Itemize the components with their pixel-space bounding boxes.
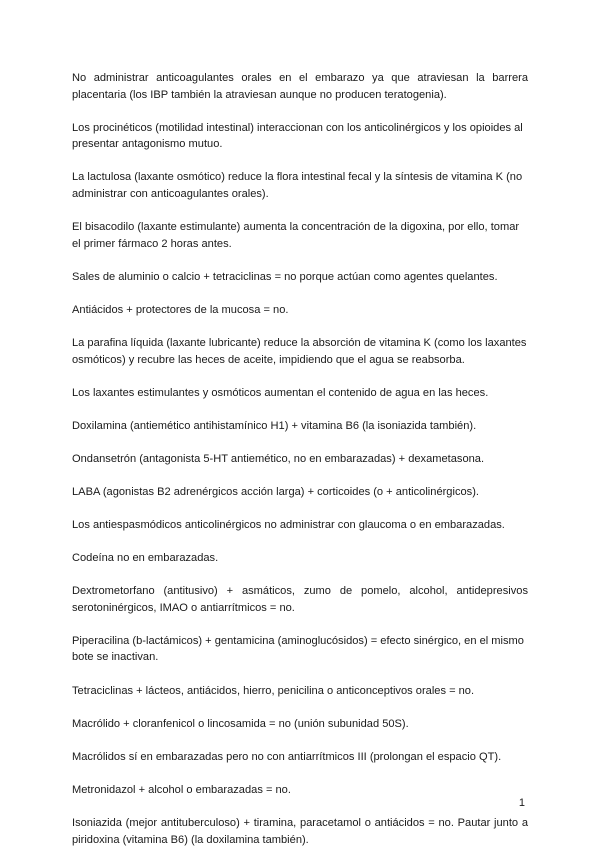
paragraph-6: Antiácidos + protectores de la mucosa = no. (72, 303, 289, 316)
paragraph-5: Sales de aluminio o calcio + tetraciclinas = no porque actúan como agentes quelantes. (72, 270, 498, 283)
paragraph-13: Codeína no en embarazadas. (72, 552, 219, 565)
paragraph-7: La parafina líquida (laxante lubricante) reduce la absorción de vitamina K (como los laxantes osmóticos) y recubre las heces de aceite, impidiendo que el agua se reabsorba. (72, 336, 527, 366)
paragraph-20: Isoniazida (mejor antituberculoso) + tiramina, paracetamol o antiácidos = no. Pautar junto a piridoxina (vitamina B6) (la doxilamina también). (72, 816, 528, 846)
paragraph-17: Macrólido + cloranfenicol o lincosamida = no (unión subunidad 50S). (72, 717, 409, 730)
paragraph-3: La lactulosa (laxante osmótico) reduce la flora intestinal fecal y la síntesis de vitamina K (no administrar con anticoagulantes orales). (72, 171, 523, 200)
paragraph-11: LABA (agonistas B2 adrenérgicos acción larga) + corticoides (o + anticolinérgicos). (72, 485, 479, 498)
paragraph-4: El bisacodilo (laxante estimulante) aumenta la concentración de la digoxina, por ello, tomar el primer fármaco 2 horas antes. (72, 221, 520, 250)
page-number: 1 (518, 797, 525, 809)
paragraph-18: Macrólidos sí en embarazadas pero no con antiarrítmicos III (prolongan el espacio QT). (72, 750, 502, 763)
paragraph-15: Piperacilina (b-lactámicos) + gentamicina (aminoglucósidos) = efecto sinérgico, en el mismo bote se inactivan. (72, 634, 524, 664)
paragraph-14: Dextrometorfano (antitusivo) + asmáticos, zumo de pomelo, alcohol, antidepresivos serotoninérgicos, IMAO o antiarrítmicos = no. (72, 585, 528, 614)
paragraph-8: Los laxantes estimulantes y osmóticos aumentan el contenido de agua en las heces. (72, 386, 489, 399)
document-body (72, 70, 528, 865)
paragraph-1: No administrar anticoagulantes orales en el embarazo ya que atraviesan la barrera placentaria (los IBP también la atraviesan aunque no producen teratogenia). (72, 72, 528, 101)
paragraph-9: Doxilamina (antiemético antihistamínico H1) + vitamina B6 (la isoniazida también). (72, 419, 477, 432)
paragraph-10: Ondansetrón (antagonista 5-HT antiemético, no en embarazadas) + dexametasona. (72, 452, 485, 465)
paragraph-2: Los procinéticos (motilidad intestinal) interaccionan con los anticolinérgicos y los opioides al presentar antagonismo mutuo. (72, 121, 523, 151)
paragraph-12: Los antiespasmódicos anticolinérgicos no administrar con glaucoma o en embarazadas. (72, 519, 505, 531)
paragraph-16: Tetraciclinas + lácteos, antiácidos, hierro, penicilina o anticonceptivos orales = no. (72, 684, 475, 697)
paragraph-19: Metronidazol + alcohol o embarazadas = no. (72, 783, 291, 796)
